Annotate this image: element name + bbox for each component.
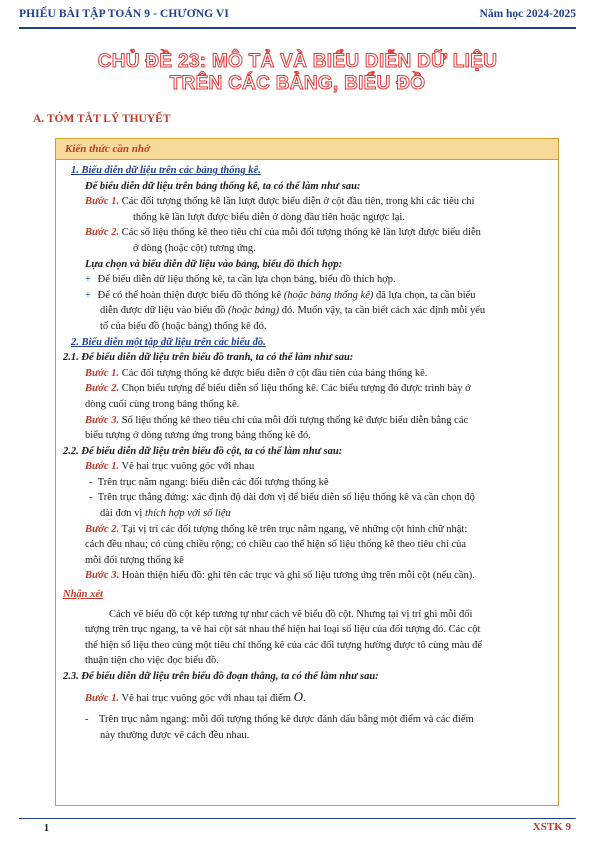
plus-text-italic: (hoặc bảng) — [228, 305, 280, 317]
s1-step1-cont: thống kê lần lượt được biểu diễn ở dòng đầu tiên hoặc ngược lại. — [133, 211, 405, 223]
s2-2-step2 — [63, 522, 551, 538]
page-header — [19, 8, 576, 28]
s1-plus1 — [63, 272, 551, 288]
dash-bullet: - — [89, 476, 93, 488]
s2-2-dash1 — [63, 475, 551, 491]
s1-plus2-cont2: tố của biểu đồ (hoặc bảng) thống kê đó. — [100, 320, 267, 332]
nhan-xet-line1: Cách vẽ biểu đồ cột kép tương tự như cách vẽ biểu đồ cột. Nhưng tại vị trí ghi mỗi đối — [109, 608, 473, 620]
nhan-xet-heading: Nhận xét — [63, 589, 103, 601]
footer-label: XSTK 9 — [532, 821, 571, 833]
footer-divider — [19, 818, 576, 819]
step-label: Bước 3. — [85, 414, 120, 426]
knowledge-box-header — [56, 139, 558, 160]
step-label: Bước 3. — [85, 570, 120, 582]
plus-text-italic: (hoặc bảng thống kê) — [283, 289, 374, 301]
nhan-xet-line3: thể hiện số liệu theo cùng một tiêu chí thống kê của các đối tượng hường được tô cùng màu để — [85, 639, 483, 651]
dash-bullet: - — [89, 492, 93, 504]
s2-3-dash1 — [63, 712, 551, 728]
plus-text: Để có thể hoàn thiện được biểu đồ thống kê — [97, 289, 284, 301]
plus-text: Để biểu diễn dữ liệu thống kê, ta cần lựa chọn bảng, biểu đồ thích hợp. — [97, 274, 396, 286]
dash-text: Trên trục nằm ngang: biểu diễn các đối tượng thống kê — [97, 476, 329, 488]
s1-plus2-cont — [63, 303, 551, 319]
s2-1-heading: 2.1. Để biểu diễn dữ liệu trên biểu đồ tranh, ta có thể làm như sau: — [63, 352, 354, 364]
step-text: Hoàn thiện hiểu đồ: ghi tên các trục và ghi số liệu tương ứng trên mỗi cột (nếu cần). — [119, 570, 475, 582]
s1-step2-cont: ở dòng (hoặc cột) tương ứng. — [133, 242, 256, 254]
knowledge-content — [63, 163, 551, 743]
dash-bullet: - — [85, 714, 89, 726]
s2-2-step2-cont2: mỗi đối tượng thống kê — [85, 554, 184, 566]
dash-text: dài đơn vị — [100, 508, 145, 520]
step-text: Chọn biểu tượng để biểu diễn số liệu thống kê. Các biểu tượng đó được trình bày ở — [119, 383, 471, 395]
step-label: Bước 1. — [85, 692, 120, 704]
step-label: Bước 1. — [85, 196, 120, 208]
step-text: Vẽ hai trục vuông góc với nhau — [119, 461, 255, 473]
s2-3-heading: 2.3. Để biểu diễn dữ liệu trên biểu đồ đoạn thẳng, ta có thể làm như sau: — [63, 671, 379, 682]
s2-1-step1 — [63, 366, 551, 382]
nhan-xet-line2: tượng trên trục ngang, ta vẽ hai cột sát nhau thể hiện hai loại số liệu của đối tượng đó. Các cột — [85, 624, 481, 636]
s2-3-step1 — [63, 689, 551, 707]
step-text: Các đối tượng thống kê lần lượt được biểu diễn ở cột đầu tiên, trong khi các tiêu chí — [119, 196, 475, 208]
step-text: Các số liệu thống kê theo tiêu chí của mỗi đối tượng thống kê lần lượt được biểu diễn — [119, 227, 481, 239]
s1-choose: Lựa chọn và biểu diễn dữ liệu vào bảng, biểu đồ thích hợp: — [85, 258, 343, 270]
s2-3-dash1-cont: này thường được vẽ cách đều nhau. — [100, 729, 250, 741]
s1-step2 — [63, 225, 551, 241]
s2-1-step2 — [63, 381, 551, 397]
plus-bullet: + — [85, 289, 91, 301]
knowledge-box-title: Kiến thức cần nhớ — [65, 143, 150, 155]
step-label: Bước 1. — [85, 367, 120, 379]
dash-text-italic: thích hợp với số liệu — [144, 508, 231, 520]
step-text: Các đối tượng thống kê được biểu diễn ở cột đầu tiên của bảng thống kê. — [119, 367, 428, 379]
s1-intro: Để biểu diễn dữ liệu trên bảng thống kê, ta có thể làm như sau: — [85, 180, 361, 192]
topic-title — [0, 51, 595, 95]
s2-2-dash2-cont — [63, 506, 551, 522]
page-number: 1 — [44, 823, 49, 834]
plus-text: đã lựa chọn, ta cần biểu — [373, 289, 476, 301]
s2-1-step2-cont: dòng cuối cùng trong bảng thống kê. — [85, 398, 240, 410]
s2-1-step3-cont: biểu tượng ở dòng tương ứng trong bảng thống kê đó. — [85, 430, 311, 442]
point-o: O — [293, 688, 303, 704]
s2-1-step3 — [63, 413, 551, 429]
section-a-heading: A. TÓM TẮT LÝ THUYẾT — [33, 113, 171, 125]
step-text: Số liệu thống kê theo tiêu chí của mỗi đối tượng thống kê được biểu diễn bằng các — [119, 414, 469, 426]
s2-2-step1 — [63, 459, 551, 475]
topic-title-line2: TRÊN CÁC BẢNG, BIỂU ĐỒ — [169, 73, 426, 94]
step-label: Bước 2. — [85, 227, 120, 239]
nhan-xet-line4: thuận tiện cho việc đọc biểu đồ. — [85, 655, 219, 667]
plus-bullet: + — [85, 274, 91, 286]
header-title: PHIẾU BÀI TẬP TOÁN 9 - CHƯƠNG VI — [19, 8, 229, 20]
header-divider — [19, 27, 576, 29]
s2-heading: 2. Biểu diễn một tập dữ liệu trên các biểu đồ. — [71, 336, 266, 348]
s1-step1 — [63, 194, 551, 210]
s2-2-step3 — [63, 568, 551, 584]
dash-text: Trên trục nằm ngang: mỗi đối tượng thống kê được đánh dấu bằng một điểm và các điểm — [99, 714, 474, 726]
step-text: Tại vị trí các đối tượng thống kê trên trục nằm ngang, vẽ những cột hình chữ nhật: — [119, 523, 468, 535]
s2-2-step2-cont1: cách đều nhau; có cùng chiều rộng; có chiều cao thể hiện số liệu thống kê theo tiêu chí của — [85, 539, 467, 551]
s1-heading: 1. Biểu diễn dữ liệu trên các bảng thống kê. — [71, 165, 261, 176]
plus-text: diễn được dữ liệu vào biểu đồ — [100, 305, 229, 317]
plus-text: đó. Muốn vậy, ta cần biết cách xác định mỗi yếu — [279, 305, 486, 317]
dash-text: Trên trục thẳng đứng: xác định độ dài đơn vị để biểu diễn số liệu thống kê và cần chọn độ — [97, 492, 475, 504]
s2-2-heading: 2.2. Để biểu diễn dữ liệu trên biểu đồ cột, ta có thể làm như sau: — [63, 445, 343, 457]
step-label: Bước 2. — [85, 383, 120, 395]
step-text: . — [302, 692, 306, 704]
s1-plus2 — [63, 288, 551, 304]
knowledge-box — [55, 138, 559, 806]
step-label: Bước 2. — [85, 523, 120, 535]
s2-2-dash2 — [63, 490, 551, 506]
header-school-year: Năm học 2024-2025 — [479, 8, 576, 20]
step-text: Vẽ hai trục vuông góc với nhau tại điểm — [119, 692, 294, 704]
topic-title-line1: CHỦ ĐỀ 23: MÔ TẢ VÀ BIỂU DIỄN DỮ LIỆU — [97, 51, 498, 72]
step-label: Bước 1. — [85, 461, 120, 473]
